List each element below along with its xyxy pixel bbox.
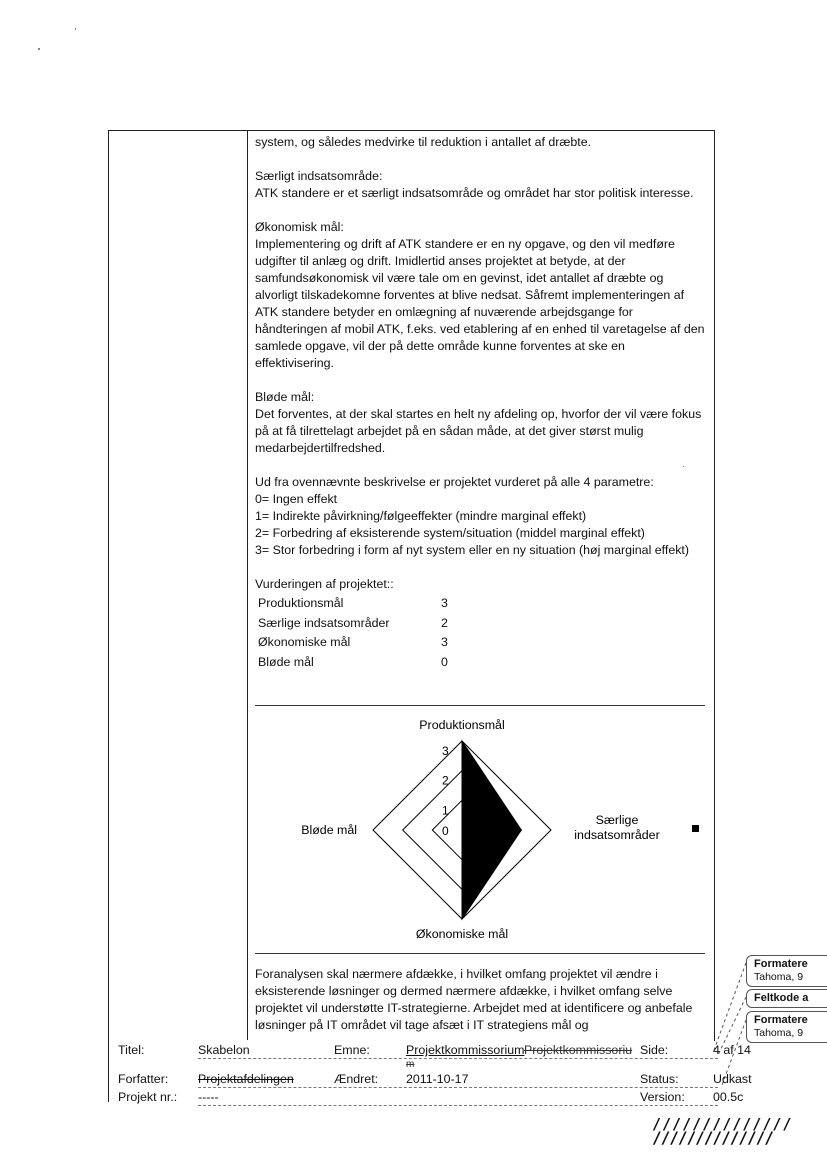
assessment-value: 0 [441,654,448,669]
comment-detail: Tahoma, 9 [754,1027,804,1039]
radar-category-label: Økonomiske mål [415,927,509,941]
economic-goal-heading: Økonomisk mål: [255,220,344,234]
barcode-top: ////////////// [652,1115,793,1133]
scan-speck [75,28,76,30]
footer-project-label: Projekt nr.: [118,1090,178,1104]
footer-version-value: 00.5c [713,1090,744,1104]
assessment-heading: Vurderingen af projektet:: [255,577,394,591]
footer-status-value: Udkast [713,1072,752,1086]
radar-category-label: Bløde mål [301,823,357,837]
footer-status-label: Status: [640,1072,679,1086]
barcode-bottom: ////////////// [652,1128,773,1147]
footer-version-label: Version: [640,1090,685,1104]
assessment-value: 2 [441,615,448,630]
assessment-label: Bløde mål [258,654,314,669]
footer-changed-value: 2011-10-17 [406,1072,469,1086]
footer-subject-label: Emne: [334,1043,370,1057]
assessment-value: 3 [441,635,448,650]
document-body [255,134,705,672]
scale-item-1: 1= Indirekte påvirkning/følgeeffekter (mindre marginal effekt) [255,509,587,523]
radar-tick-label: 0 [442,824,449,838]
footer-title-value: Skabelon [198,1043,250,1057]
footer-title-label: Titel: [118,1043,145,1057]
footer-subject-value: Projektkommissorium [406,1043,525,1057]
chart-top-rule [255,705,705,706]
radar-legend-marker [692,825,699,832]
comment-balloon[interactable] [746,955,827,987]
intro-line: system, og således medvirke til reduktion i antallet af dræbte. [255,135,592,149]
comment-title: Formatere [754,1014,808,1026]
scale-item-3: 3= Stor forbedring i form af nyt system eller en ny situation (høj marginal effekt) [255,543,689,557]
special-area-text: ATK standere er et særligt indsatsområde og området har stor politisk interesse. [255,186,694,200]
column-divider [247,130,248,1040]
scan-speck [38,48,40,50]
assessment-label: Produktionsmål [258,596,344,611]
radar-tick-label: 3 [442,744,449,758]
closing-section [255,966,705,1034]
footer-project-value: ----- [198,1090,219,1104]
table-row [255,633,501,653]
table-row [255,594,501,614]
footer-dotted-rule [198,1087,718,1088]
radar-series-area [462,741,521,919]
comment-detail: Tahoma, 9 [754,971,804,983]
radar-category-label: indsatsområder [574,828,660,842]
radar-chart [255,710,705,950]
footer-page-value: 4 af 14 [713,1043,751,1057]
scale-intro: Ud fra ovennævnte beskrivelse er projektet vurderet på alle 4 parametre: [255,475,654,489]
closing-text: Foranalysen skal nærmere afdække, i hvilket omfang projektet vil ændre i eksisterende løsninger og dermed nærmere afdække, i hvilket omfang selve projektet vil understøtte IT-strategierne. Arbejdet med at identificere og anbefale løsninger på IT området vil tage afsæt i IT strategiens mål og [255,967,693,1032]
barcode [652,1115,793,1147]
document-footer [0,1040,827,1110]
footer-dotted-rule [198,1105,718,1106]
table-row [255,614,501,634]
assessment-label: Særlige indsatsområder [258,615,390,630]
radar-tick-label: 2 [442,773,449,788]
footer-author-value: Projektafdelingen [198,1072,294,1086]
soft-goal-heading: Bløde mål: [255,390,315,404]
table-row [255,653,501,673]
assessment-table [255,594,501,672]
soft-goal-text: Det forventes, at der skal startes en helt ny afdeling op, hvorfor der vil være fokus på at få tilrettelagt arbejdet på en sådan måde, at det giver størst mulig medarbejdertilfredshed. [255,407,702,455]
assessment-label: Økonomiske mål [258,635,351,650]
scale-item-0: 0= Ingen effekt [255,492,338,506]
footer-changed-label: Ændret: [334,1072,379,1086]
radar-category-label: Produktionsmål [419,718,505,732]
special-area-heading: Særligt indsatsområde: [255,169,383,183]
comment-balloon[interactable] [746,989,827,1008]
radar-tick-label: 1 [442,803,449,818]
footer-author-label: Forfatter: [118,1072,169,1086]
comment-title: Feltkode a [754,992,809,1004]
comment-title: Formatere [754,958,808,970]
footer-dotted-rule [198,1058,718,1059]
footer-subject-deleted: Projektkommissoriu [524,1043,633,1057]
chart-bottom-rule [255,953,705,954]
footer-page-label: Side: [640,1043,669,1057]
economic-goal-text: Implementering og drift af ATK standere er en ny opgave, og den vil medføre udgifter til anlæg og drift. Imidlertid anses projektet at betyde, at der samfundsøkonomisk vil være tale om en gevinst, idet antallet af dræbte og alvorligt tilskadekomne forventes at blive nedsat. Såfremt implementeringen af ATK standere betyder en omlægning af nuværende arbejdsgange for håndteringen af mobil ATK, f.eks. ved etablering af en enhed til varetagelse af den samlede opgave, vil der på dette område kunne forventes at ske en effektivisering. [255,237,705,370]
scale-item-2: 2= Forbedring af eksisterende system/situation (middel marginal effekt) [255,526,645,540]
assessment-value: 3 [441,596,448,611]
radar-category-label: Særlige [595,813,639,827]
radar-chart-svg [255,710,705,950]
comment-balloon[interactable] [746,1011,827,1043]
footer-subject-deleted-tail: m [406,1059,415,1070]
